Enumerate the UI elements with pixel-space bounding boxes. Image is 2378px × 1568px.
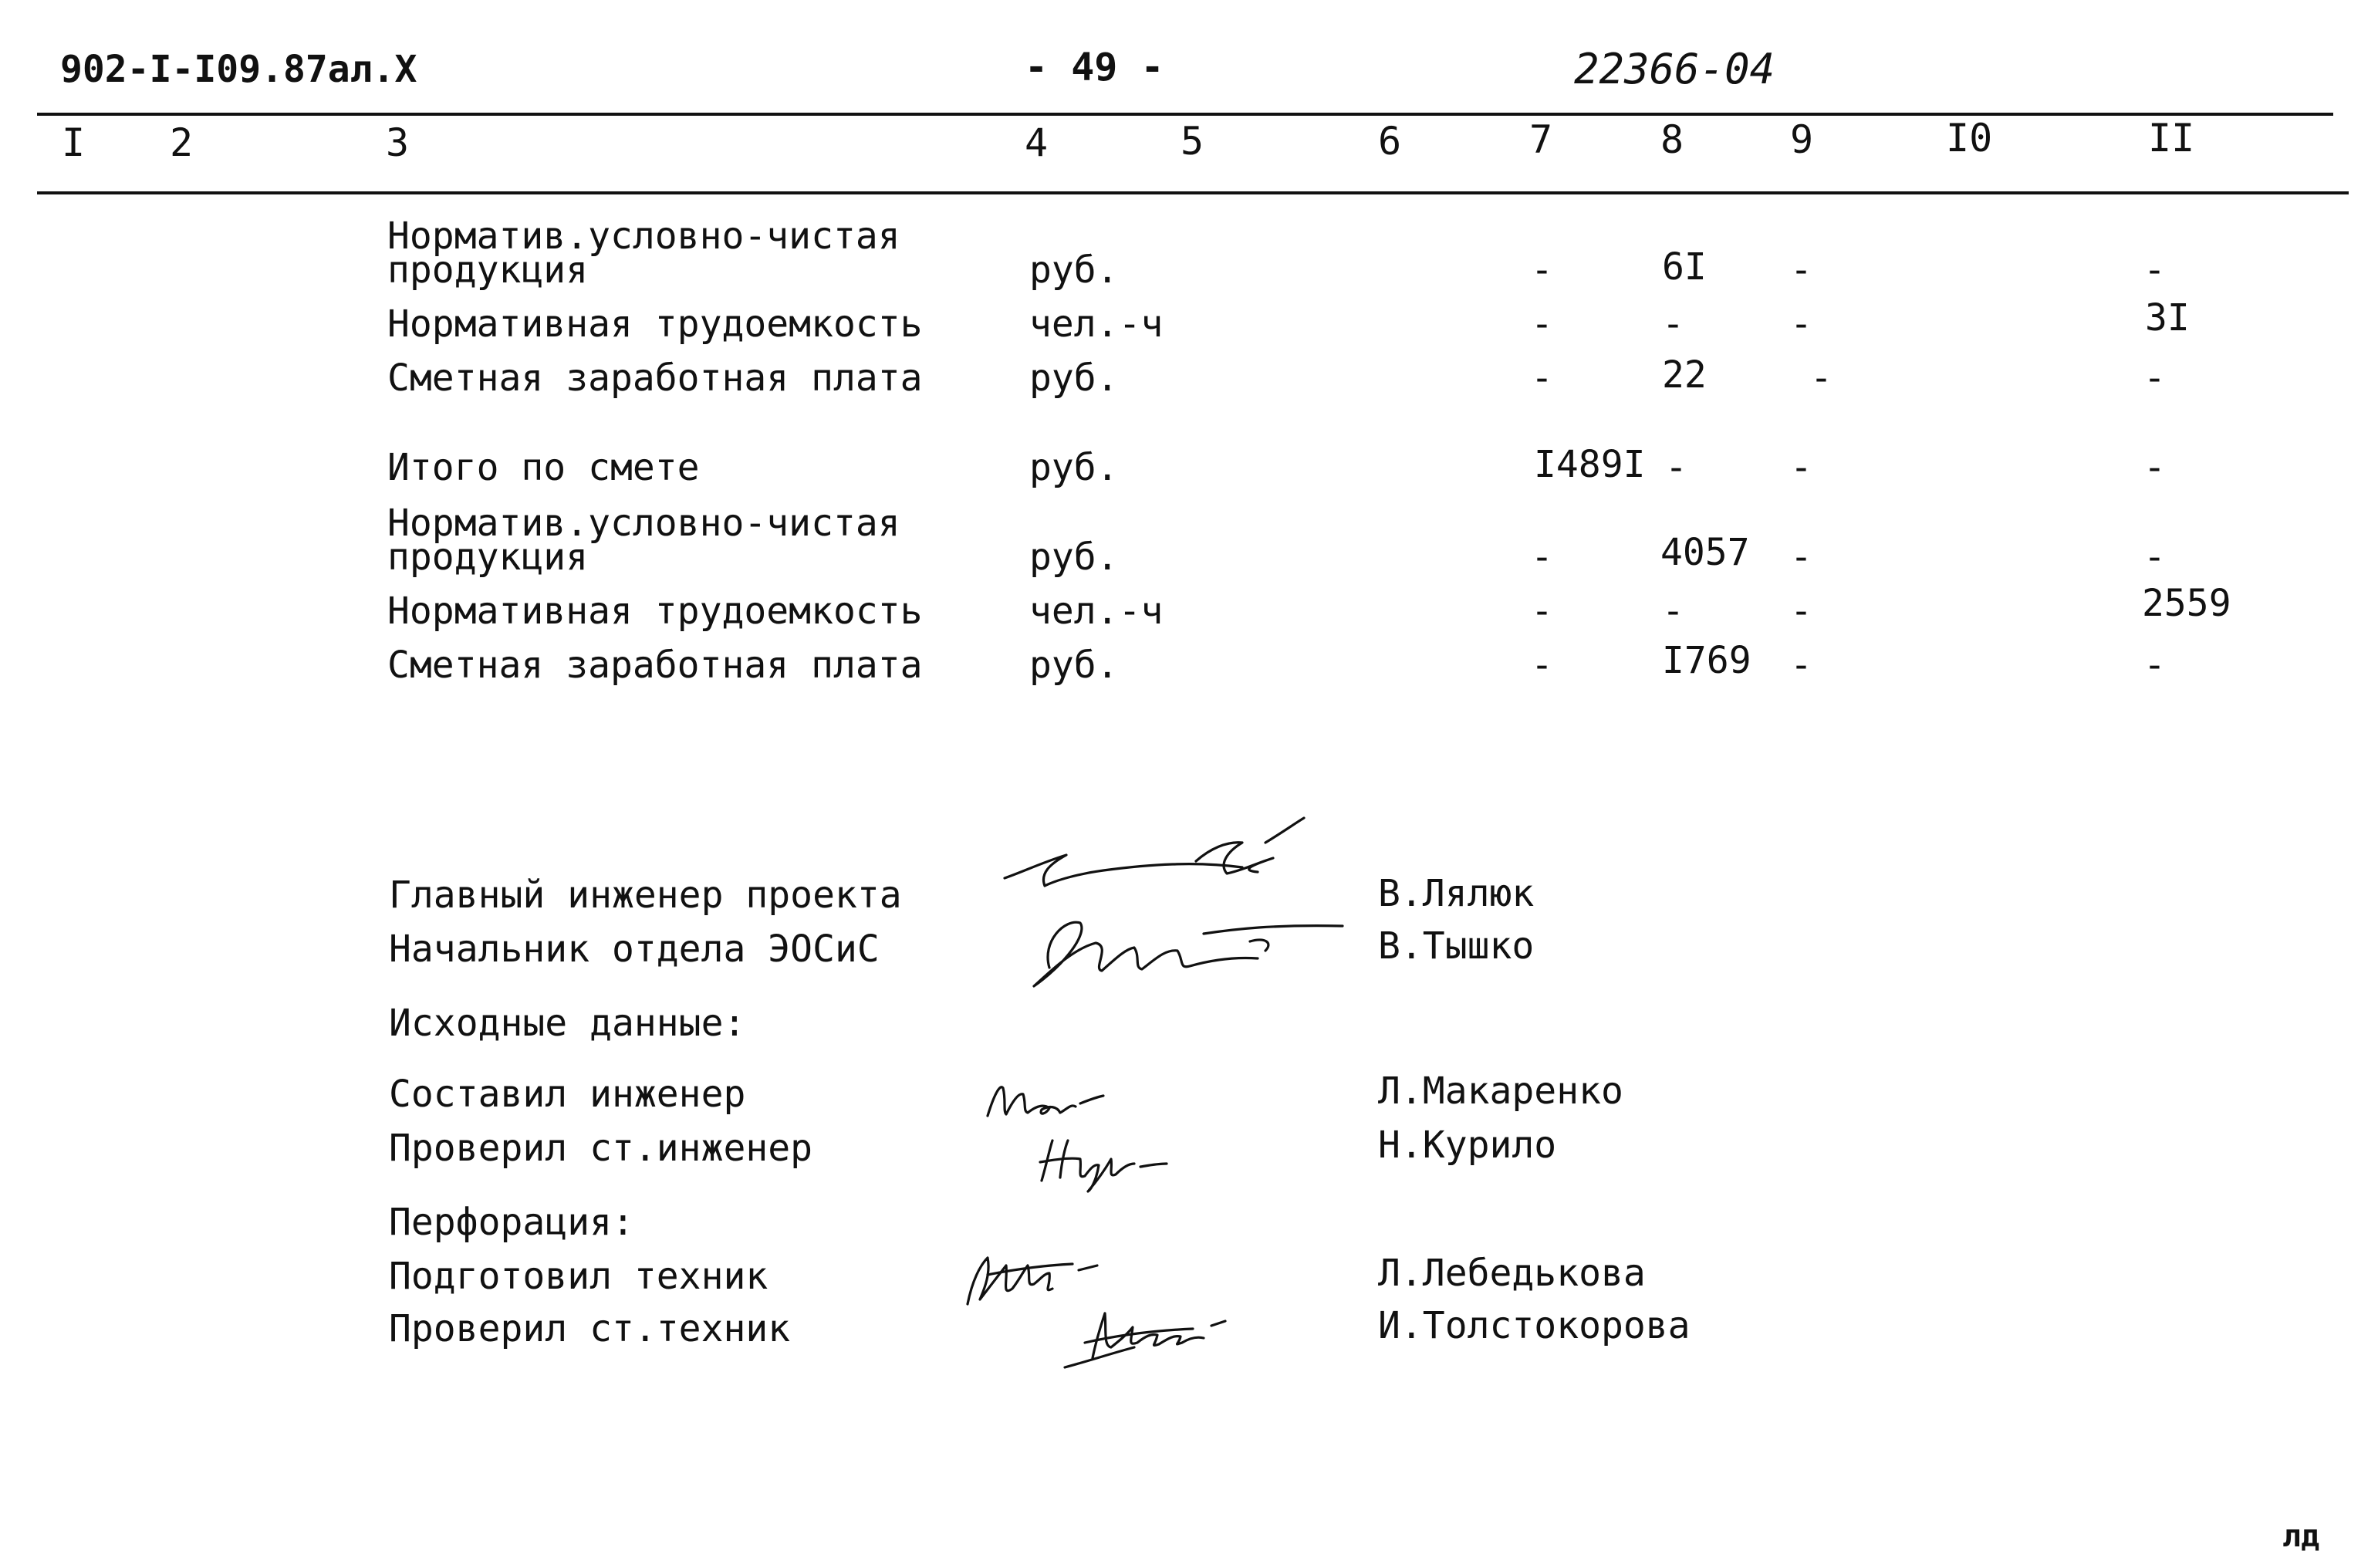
row-unit: руб. [1029, 446, 1119, 489]
row-label: Нормативная трудоемкость [387, 590, 923, 633]
row-col7: - [1531, 357, 1553, 400]
row-unit: руб. [1029, 644, 1119, 687]
col-8: 8 [1660, 117, 1684, 162]
col-10: I0 [1946, 116, 1993, 161]
row-col8: 4057 [1660, 531, 1750, 574]
signer-role: Подготовил техник [389, 1255, 768, 1298]
row-col11: - [2143, 644, 2166, 687]
col-7: 7 [1529, 117, 1553, 162]
signature-senior-technician [1057, 1296, 1242, 1374]
inventory-number: 22366-04 [1574, 45, 1775, 93]
document-code: 902-I-I09.87ал.X [60, 48, 417, 91]
row-label: Нормативная трудоемкость [387, 302, 923, 346]
header-bottom-rule [37, 191, 2349, 194]
row-col11: - [2143, 536, 2166, 579]
signer-role: Главный инженер проекта [389, 874, 902, 917]
col-1: I [62, 120, 86, 165]
signer-role: Составил инженер [389, 1073, 746, 1116]
col-2: 2 [170, 120, 194, 165]
signature-chief-engineer [995, 787, 1319, 903]
row-col11: - [2143, 357, 2166, 400]
row-col7: - [1531, 590, 1553, 633]
col-6: 6 [1378, 119, 1402, 164]
col-3: 3 [386, 120, 410, 165]
row-label: Итого по смете [387, 446, 700, 489]
row-col7: - [1531, 248, 1553, 292]
row-col7: - [1531, 644, 1553, 687]
row-col9: - [1790, 302, 1812, 346]
signature-senior-engineer [1026, 1127, 1181, 1196]
signer-role: Проверил ст.техник [389, 1307, 791, 1350]
row-col9: - [1810, 357, 1832, 400]
page-number: - 49 - [1025, 45, 1164, 90]
row-col8: - [1662, 302, 1684, 346]
col-4: 4 [1025, 120, 1049, 165]
signer-name: В.Тышко [1378, 924, 1535, 968]
row-col8: - [1665, 446, 1687, 489]
signer-name: Л.Макаренко [1378, 1070, 1623, 1113]
row-col9: - [1790, 644, 1812, 687]
row-label: Сметная заработная плата [387, 644, 923, 687]
section-heading: Перфорация: [389, 1201, 634, 1244]
row-col11: 3I [2145, 296, 2190, 340]
row-col9: - [1790, 446, 1812, 489]
row-col8: I769 [1662, 639, 1751, 682]
row-col7: - [1531, 302, 1553, 346]
row-col7: - [1531, 536, 1553, 579]
row-label-cont: продукция [387, 248, 589, 292]
col-5: 5 [1181, 119, 1204, 164]
signer-name: Л.Лебедькова [1378, 1252, 1646, 1295]
row-label: Сметная заработная плата [387, 357, 923, 400]
row-label-cont: продукция [387, 536, 589, 579]
signer-name: Н.Курило [1378, 1124, 1557, 1167]
row-unit: руб. [1029, 357, 1119, 400]
row-label: Норматив.условно-чистая [387, 215, 900, 258]
row-col9: - [1790, 536, 1812, 579]
footer-mark: лд [2282, 1519, 2320, 1554]
col-9: 9 [1790, 117, 1814, 162]
row-label: Норматив.условно-чистая [387, 502, 900, 545]
section-heading: Исходные данные: [389, 1002, 746, 1045]
row-col11: - [2143, 248, 2166, 292]
signature-dept-head [1018, 903, 1358, 995]
row-unit: руб. [1029, 536, 1119, 579]
row-unit: чел.-ч [1029, 590, 1164, 633]
row-col8: - [1662, 590, 1684, 633]
row-col8: 22 [1662, 353, 1707, 397]
row-col7: I489I [1534, 443, 1646, 486]
row-col11: 2559 [2142, 582, 2231, 625]
signer-name: И.Толстокорова [1378, 1304, 1691, 1347]
signer-role: Начальник отдела ЭОСиС [389, 928, 880, 971]
row-col11: - [2143, 446, 2166, 489]
row-unit: руб. [1029, 248, 1119, 292]
row-unit: чел.-ч [1029, 302, 1164, 346]
row-col8: 6I [1662, 245, 1707, 289]
signer-role: Проверил ст.инженер [389, 1127, 813, 1170]
signature-engineer [980, 1073, 1134, 1127]
row-col9: - [1790, 590, 1812, 633]
row-col9: - [1790, 248, 1812, 292]
signer-name: В.Лялюк [1378, 872, 1535, 915]
col-11: II [2148, 116, 2195, 161]
